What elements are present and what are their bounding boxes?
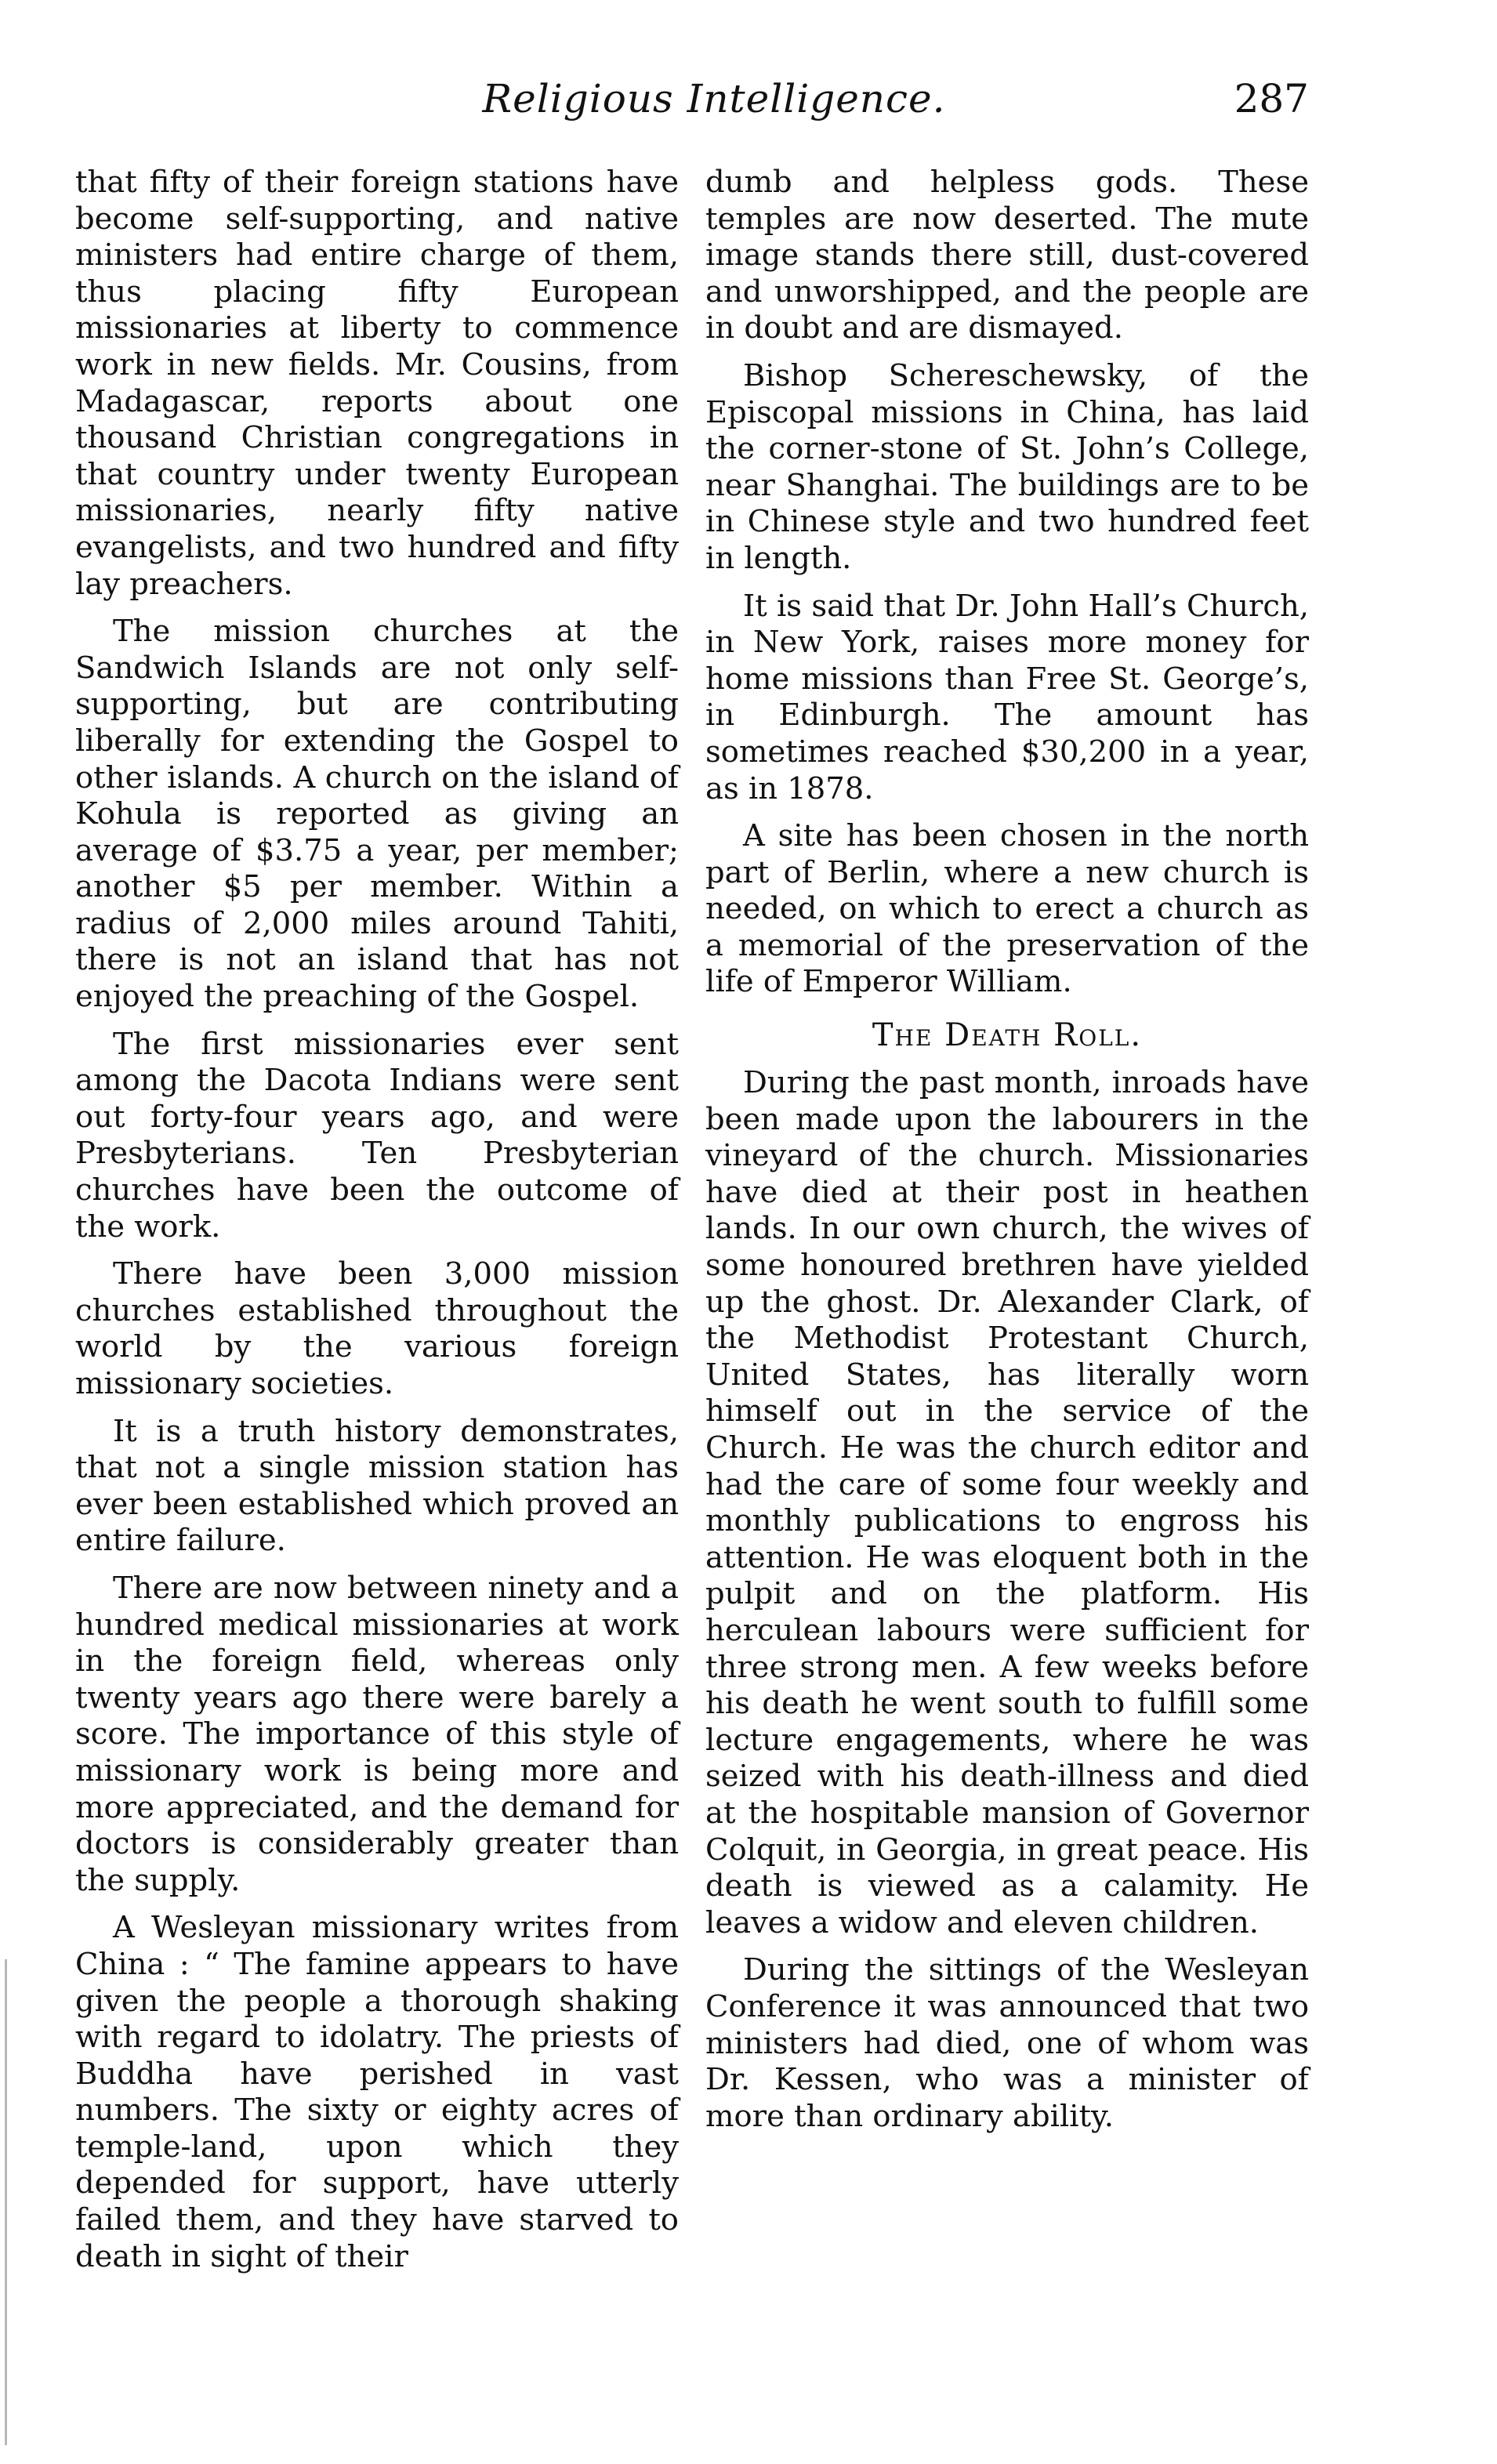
- running-title: Religious Intelligence.: [482, 76, 946, 121]
- right-column: [705, 165, 1309, 2146]
- page-header: [75, 75, 1309, 135]
- paragraph: The first missionaries ever sent among the Dacota Indians were sent out forty-four years ago, and were Presbyterians. Ten Presbyterian churches have been the outcome of the work.: [75, 1026, 679, 1245]
- paragraph: During the past month, inroads have been made upon the labourers in the vineyard of the church. Missionaries have died at their post in heathen lands. In our own church, the wives of some honoured brethren have yielded up the ghost. Dr. Alexander Clark, of the Methodist Protestant Church, United States, has literally worn himself out in the service of the Church. He was the church editor and had the care of some four weekly and monthly publications to engross his attention. He was eloquent both in the pulpit and on the platform. His herculean labours were sufficient for three strong men. A few weeks before his death he went south to fulfill some lecture engagements, where he was seized with his death-illness and died at the hospitable mansion of Governor Colquit, in Georgia, in great peace. His death is viewed as a calamity. He leaves a widow and eleven children.: [705, 1065, 1309, 1940]
- left-column: [75, 165, 679, 2286]
- paragraph: It is said that Dr. John Hall’s Church, in New York, raises more money for home missions than Free St. George’s, in Edinburgh. The amount has sometimes reached $30,200 in a year, as in 1878.: [705, 588, 1309, 806]
- paragraph: The mission churches at the Sandwich Islands are not only self-supporting, but are contributing liberally for extending the Gospel to other islands. A church on the island of Kohula is reported as giving an average of $3.75 a year, per member; another $5 per member. Within a radius of 2,000 miles around Tahiti, there is not an island that has not enjoyed the preaching of the Gospel.: [75, 614, 679, 1015]
- paragraph: There are now between ninety and a hundred medical missionaries at work in the foreign field, whereas only twenty years ago there were barely a score. The importance of this style of missionary work is being more and more appreciated, and the demand for doctors is considerably greater than the supply.: [75, 1570, 679, 1898]
- paragraph: It is a truth history demonstrates, that not a single mission station has ever been established which proved an entire failure.: [75, 1413, 679, 1559]
- paragraph: dumb and helpless gods. These temples are now deserted. The mute image stands there still, dust-covered and unworshipped, and the people are in doubt and are dismayed.: [705, 165, 1309, 346]
- paragraph: During the sittings of the Wesleyan Conference it was announced that two ministers had died, one of whom was Dr. Kessen, who was a minister of more than ordinary ability.: [705, 1952, 1309, 2134]
- section-heading-death-roll: The Death Roll.: [872, 1017, 1143, 1054]
- paragraph: Bishop Schereschewsky, of the Episcopal missions in China, has laid the corner-stone of St. John’s College, near Shanghai. The buildings are to be in Chinese style and two hundred feet in length.: [705, 357, 1309, 576]
- paragraph: A Wesleyan missionary writes from China : “ The famine appears to have given the people a thorough shaking with regard to idolatry. The priests of Buddha have perished in vast numbers. The sixty or eighty acres of temple-land, upon which they depended for support, have utterly failed them, and they have starved to death in sight of their: [75, 1910, 679, 2274]
- page-number: 287: [1234, 76, 1309, 121]
- scan-edge-mark: [5, 1959, 7, 2445]
- paragraph: that fifty of their foreign stations have become self-supporting, and native ministers had entire charge of them, thus placing fifty European missionaries at liberty to commence work in new fields. Mr. Cousins, from Madagascar, reports about one thousand Christian congregations in that country under twenty European missionaries, nearly fifty native evangelists, and two hundred and fifty lay preachers.: [75, 165, 679, 602]
- paragraph: A site has been chosen in the north part of Berlin, where a new church is needed, on which to erect a church as a memorial of the preservation of the life of Emperor William.: [705, 818, 1309, 1000]
- paragraph: There have been 3,000 mission churches established throughout the world by the various foreign missionary societies.: [75, 1256, 679, 1401]
